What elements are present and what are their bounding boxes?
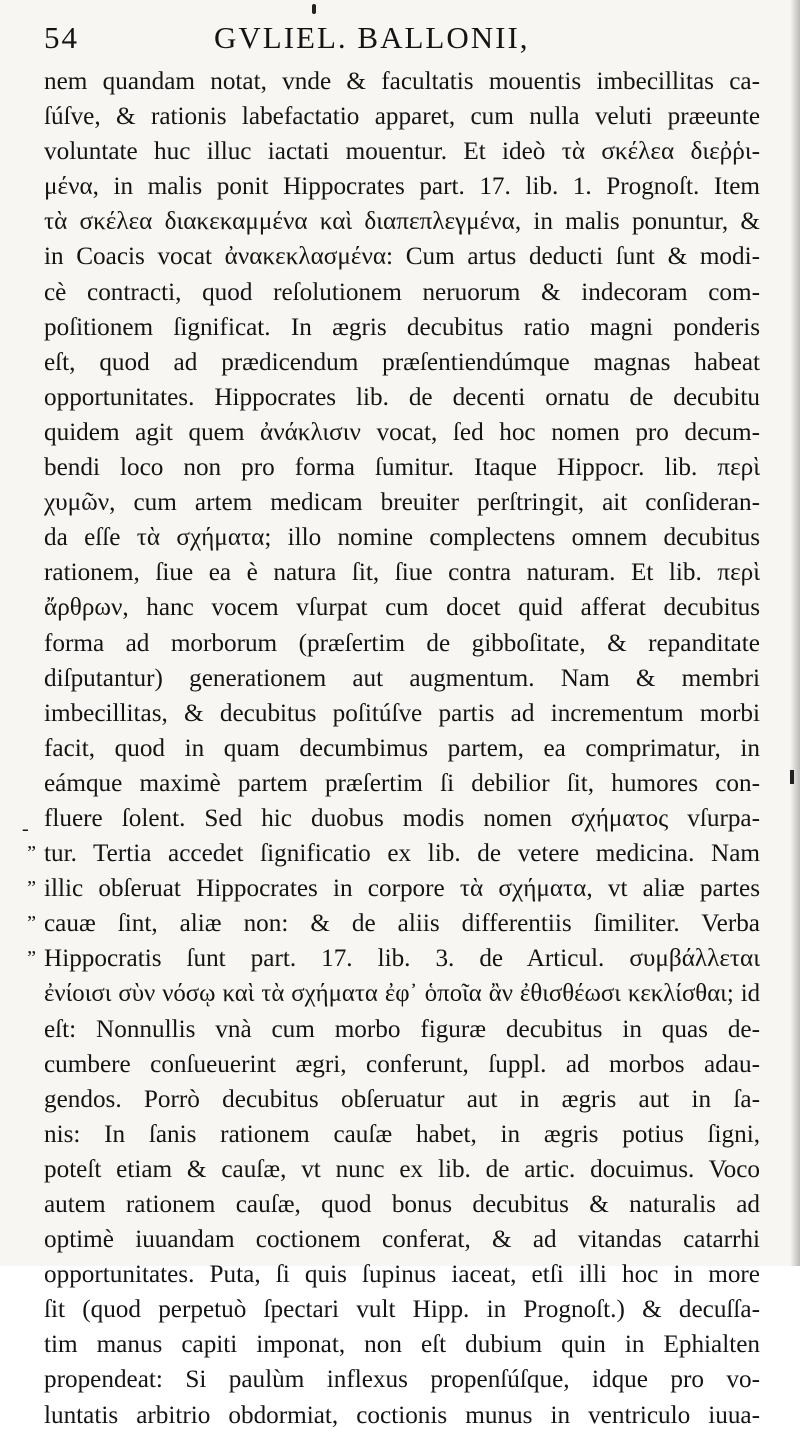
margin-quote-mark: ” — [27, 877, 36, 899]
text-line: cumbere conſueuerint ægri, conferunt, ſuppl. ad morbos adau- — [44, 1050, 760, 1078]
page-header — [44, 20, 760, 64]
text-line: opportunitates. Puta, ſi quis ſupinus iaceat, etſi illi hoc in more — [44, 1261, 760, 1289]
text-line: cauæ ſint, aliæ non: & de aliis differentiis ſimiliter. Verba — [44, 910, 760, 938]
text-line: illic obſeruat Hippocrates in corpore τὰ σχήματα, vt aliæ partes — [44, 875, 760, 903]
text-line: in Coacis vocat ἀνακεκλασμένα: Cum artus deducti ſunt & modi- — [44, 243, 760, 271]
text-line: opportunitates. Hippocrates lib. de decenti ornatu de decubitu — [44, 383, 760, 411]
text-line: voluntate huc illuc iactati mouentur. Et ideò τὰ σκέλεα διεῤῥι- — [44, 138, 760, 166]
ink-speck — [312, 4, 316, 14]
text-line: eámque maximè partem præſertim ſi debilior ſit, humores con- — [44, 769, 760, 797]
margin-dash: - — [22, 818, 29, 840]
text-line: diſputantur) generationem aut augmentum. Nam & membri — [44, 664, 760, 692]
text-line: fluere ſolent. Sed hic duobus modis nomen σχήματος vſurpa- — [44, 804, 760, 832]
text-line: τὰ σκέλεα διακεκαμμένα καὶ διαπεπλεγμένα, in malis ponuntur, & — [44, 208, 760, 236]
text-line: Hippocratis ſunt part. 17. lib. 3. de Articul. συμβάλλεται — [44, 945, 760, 973]
text-line: bendi loco non pro forma ſumitur. Itaque Hippocr. lib. περὶ — [44, 454, 760, 482]
text-line: facit, quod in quam decumbimus partem, ea comprimatur, in — [44, 734, 760, 762]
text-line: poteſt etiam & cauſæ, vt nunc ex lib. de artic. docuimus. Voco — [44, 1155, 760, 1183]
text-line: imbecillitas, & decubitus poſitúſve partis ad incrementum morbi — [44, 699, 760, 727]
text-line: forma ad morborum (præſertim de gibboſitate, & repanditate — [44, 629, 760, 657]
text-line: poſitionem ſignificat. In ægris decubitus ratio magni ponderis — [44, 313, 760, 341]
text-line: autem rationem cauſæ, quod bonus decubitus & naturalis ad — [44, 1191, 760, 1218]
text-line: rationem, ſiue ea è natura ſit, ſiue contra naturam. Et lib. περὶ — [44, 559, 760, 587]
text-line: ſit (quod perpetuò ſpectari vult Hipp. in Prognoſt.) & decuſſa- — [44, 1296, 760, 1324]
body-text — [44, 64, 760, 1433]
text-line: optimè iuuandam coctionem conferat, & ad vitandas catarrhi — [44, 1226, 760, 1254]
text-line: cè contracti, quod reſolutionem neruorum & indecoram com- — [44, 278, 760, 306]
text-line: nem quandam notat, vnde & facultatis mouentis imbecillitas ca- — [44, 68, 760, 95]
text-line: gendos. Porrò decubitus obſeruatur aut in ægris aut in ſa- — [44, 1085, 760, 1113]
text-line: luntatis arbitrio obdormiat, coctionis munus in ventriculo iuua- — [44, 1401, 760, 1429]
margin-quote-mark: ” — [27, 947, 36, 969]
text-line: ſúſve, & rationis labefactatio apparet, cum nulla veluti præeunte — [44, 103, 760, 131]
text-line: tim manus capiti imponat, non eſt dubium quin in Ephialten — [44, 1331, 760, 1359]
text-line: quidem agit quem ἀνάκλισιν vocat, ſed hoc nomen pro decum- — [44, 418, 760, 446]
margin-quote-mark: ” — [27, 912, 36, 934]
text-line: ἄρθρων, hanc vocem vſurpat cum docet quid afferat decubitus — [44, 594, 760, 622]
text-line: eſt, quod ad prædicendum præſentiendúmque magnas habeat — [44, 348, 760, 376]
text-line: propendeat: Si paulùm inflexus propenſúſque, idque pro vo- — [44, 1366, 760, 1394]
page-edge-shadow — [790, 0, 800, 1266]
running-head: GVLIEL. BALLONII, — [214, 20, 530, 55]
page-number: 54 — [44, 20, 79, 55]
text-line: tur. Tertia accedet ſignificatio ex lib. de vetere medicina. Nam — [44, 840, 760, 868]
text-line: ἐνίοισι σὺν νόσῳ καὶ τὰ σχήματα ἐφ᾽ ὁποῖα ἂν ἐθισθέωσι κεκλίσθαι; id — [44, 980, 760, 1008]
text-line: μένα, in malis ponit Hippocrates part. 17. lib. 1. Prognoſt. Item — [44, 173, 760, 201]
text-line: da eſſe τὰ σχήματα; illo nomine complectens omnem decubitus — [44, 524, 760, 552]
text-line: nis: In ſanis rationem cauſæ habet, in ægris potius ſigni, — [44, 1120, 760, 1148]
margin-quote-mark: ” — [27, 842, 36, 864]
text-line: eſt: Nonnullis vnà cum morbo figuræ decubitus in quas de- — [44, 1015, 760, 1043]
text-line: χυμῶν, cum artem medicam breuiter perſtringit, ait conſideran- — [44, 489, 760, 517]
